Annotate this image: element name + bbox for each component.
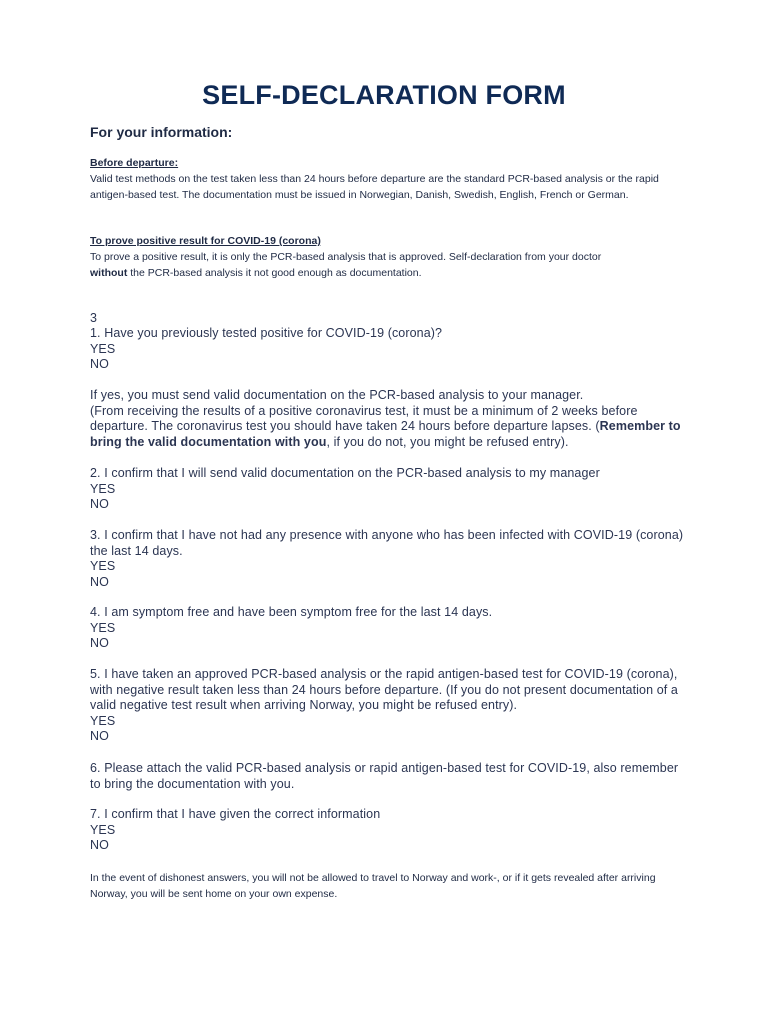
question-3-text: 3. I confirm that I have not had any presence with anyone who has been infected with COVID-19 (corona) the last 14 days. bbox=[90, 528, 684, 558]
positive-result-heading: To prove positive result for COVID-19 (corona) bbox=[90, 235, 321, 247]
question-1-followup bbox=[90, 388, 690, 450]
question-4-no: NO bbox=[90, 636, 109, 650]
question-1-followup-line2: (From receiving the results of a positive coronavirus test, it must be a minimum of 2 weeks before departure. The coronavirus test you should have taken 24 hours before departure lapses. (Remember to bring the valid documentation with you, if you do not, you might be refused entry). bbox=[90, 403, 681, 449]
question-7-yes: YES bbox=[90, 822, 116, 837]
question-4-text: 4. I am symptom free and have been symptom free for the last 14 days. bbox=[90, 605, 493, 619]
stray-number: 3 bbox=[90, 311, 98, 325]
question-1-yes: YES bbox=[90, 341, 116, 356]
question-3-no: NO bbox=[90, 574, 109, 589]
question-6 bbox=[90, 761, 690, 792]
question-4 bbox=[90, 605, 690, 652]
question-1-text: 1. Have you previously tested positive for COVID-19 (corona)? bbox=[90, 326, 443, 340]
page-title: SELF-DECLARATION FORM bbox=[202, 80, 566, 110]
before-departure-text: Valid test methods on the test taken less than 24 hours before departure are the standard PCR-based analysis or the rapid antigen-based test. The documentation must be issued in Norwegian, Danish, Swedish, English, French or German. bbox=[90, 173, 659, 201]
question-2 bbox=[90, 466, 690, 513]
question-1-followup-line1: If yes, you must send valid documentation on the PCR-based analysis to your manager. bbox=[90, 388, 584, 402]
positive-result-text-b: the PCR-based analysis it not good enough as documentation. bbox=[127, 267, 422, 279]
positive-result-text-bold: without bbox=[90, 267, 128, 279]
question-3 bbox=[90, 528, 690, 590]
question-2-text: 2. I confirm that I will send valid documentation on the PCR-based analysis to my manager bbox=[90, 466, 600, 480]
positive-result-section bbox=[90, 233, 690, 281]
question-1 bbox=[90, 326, 690, 373]
before-departure-section bbox=[90, 155, 690, 203]
question-5-no: NO bbox=[90, 729, 109, 743]
question-3-yes: YES bbox=[90, 559, 116, 573]
question-7-no: NO bbox=[90, 838, 109, 852]
question-4-yes: YES bbox=[90, 620, 116, 635]
positive-result-text-a: To prove a positive result, it is only the PCR-based analysis that is approved. Self-declaration from your doctor bbox=[90, 251, 602, 263]
question-5-text: 5. I have taken an approved PCR-based analysis or the rapid antigen-based test for COVID-19 (corona), with negative result taken less than 24 hours before departure. (If you do not present documentation of a valid negative test result when arriving Norway, you might be refused entry). bbox=[90, 667, 678, 712]
question-1-followup-bold: Remember to bring the valid documentation with you bbox=[90, 419, 681, 449]
question-7-text: 7. I confirm that I have given the correct information bbox=[90, 807, 381, 821]
question-2-no: NO bbox=[90, 497, 109, 511]
question-6-text: 6. Please attach the valid PCR-based analysis or rapid antigen-based test for COVID-19, also remember to bring the documentation with you. bbox=[90, 761, 679, 791]
question-5 bbox=[90, 667, 690, 745]
info-heading: For your information: bbox=[90, 124, 233, 140]
question-1-no: NO bbox=[90, 357, 109, 371]
question-5-yes: YES bbox=[90, 713, 116, 728]
question-2-yes: YES bbox=[90, 481, 116, 496]
positive-result-text bbox=[90, 249, 690, 281]
question-7 bbox=[90, 807, 690, 854]
footer-note: In the event of dishonest answers, you will not be allowed to travel to Norway and work-, or if it gets revealed after arriving Norway, you will be sent home on your own expense. bbox=[90, 872, 656, 900]
before-departure-heading: Before departure: bbox=[90, 157, 179, 169]
